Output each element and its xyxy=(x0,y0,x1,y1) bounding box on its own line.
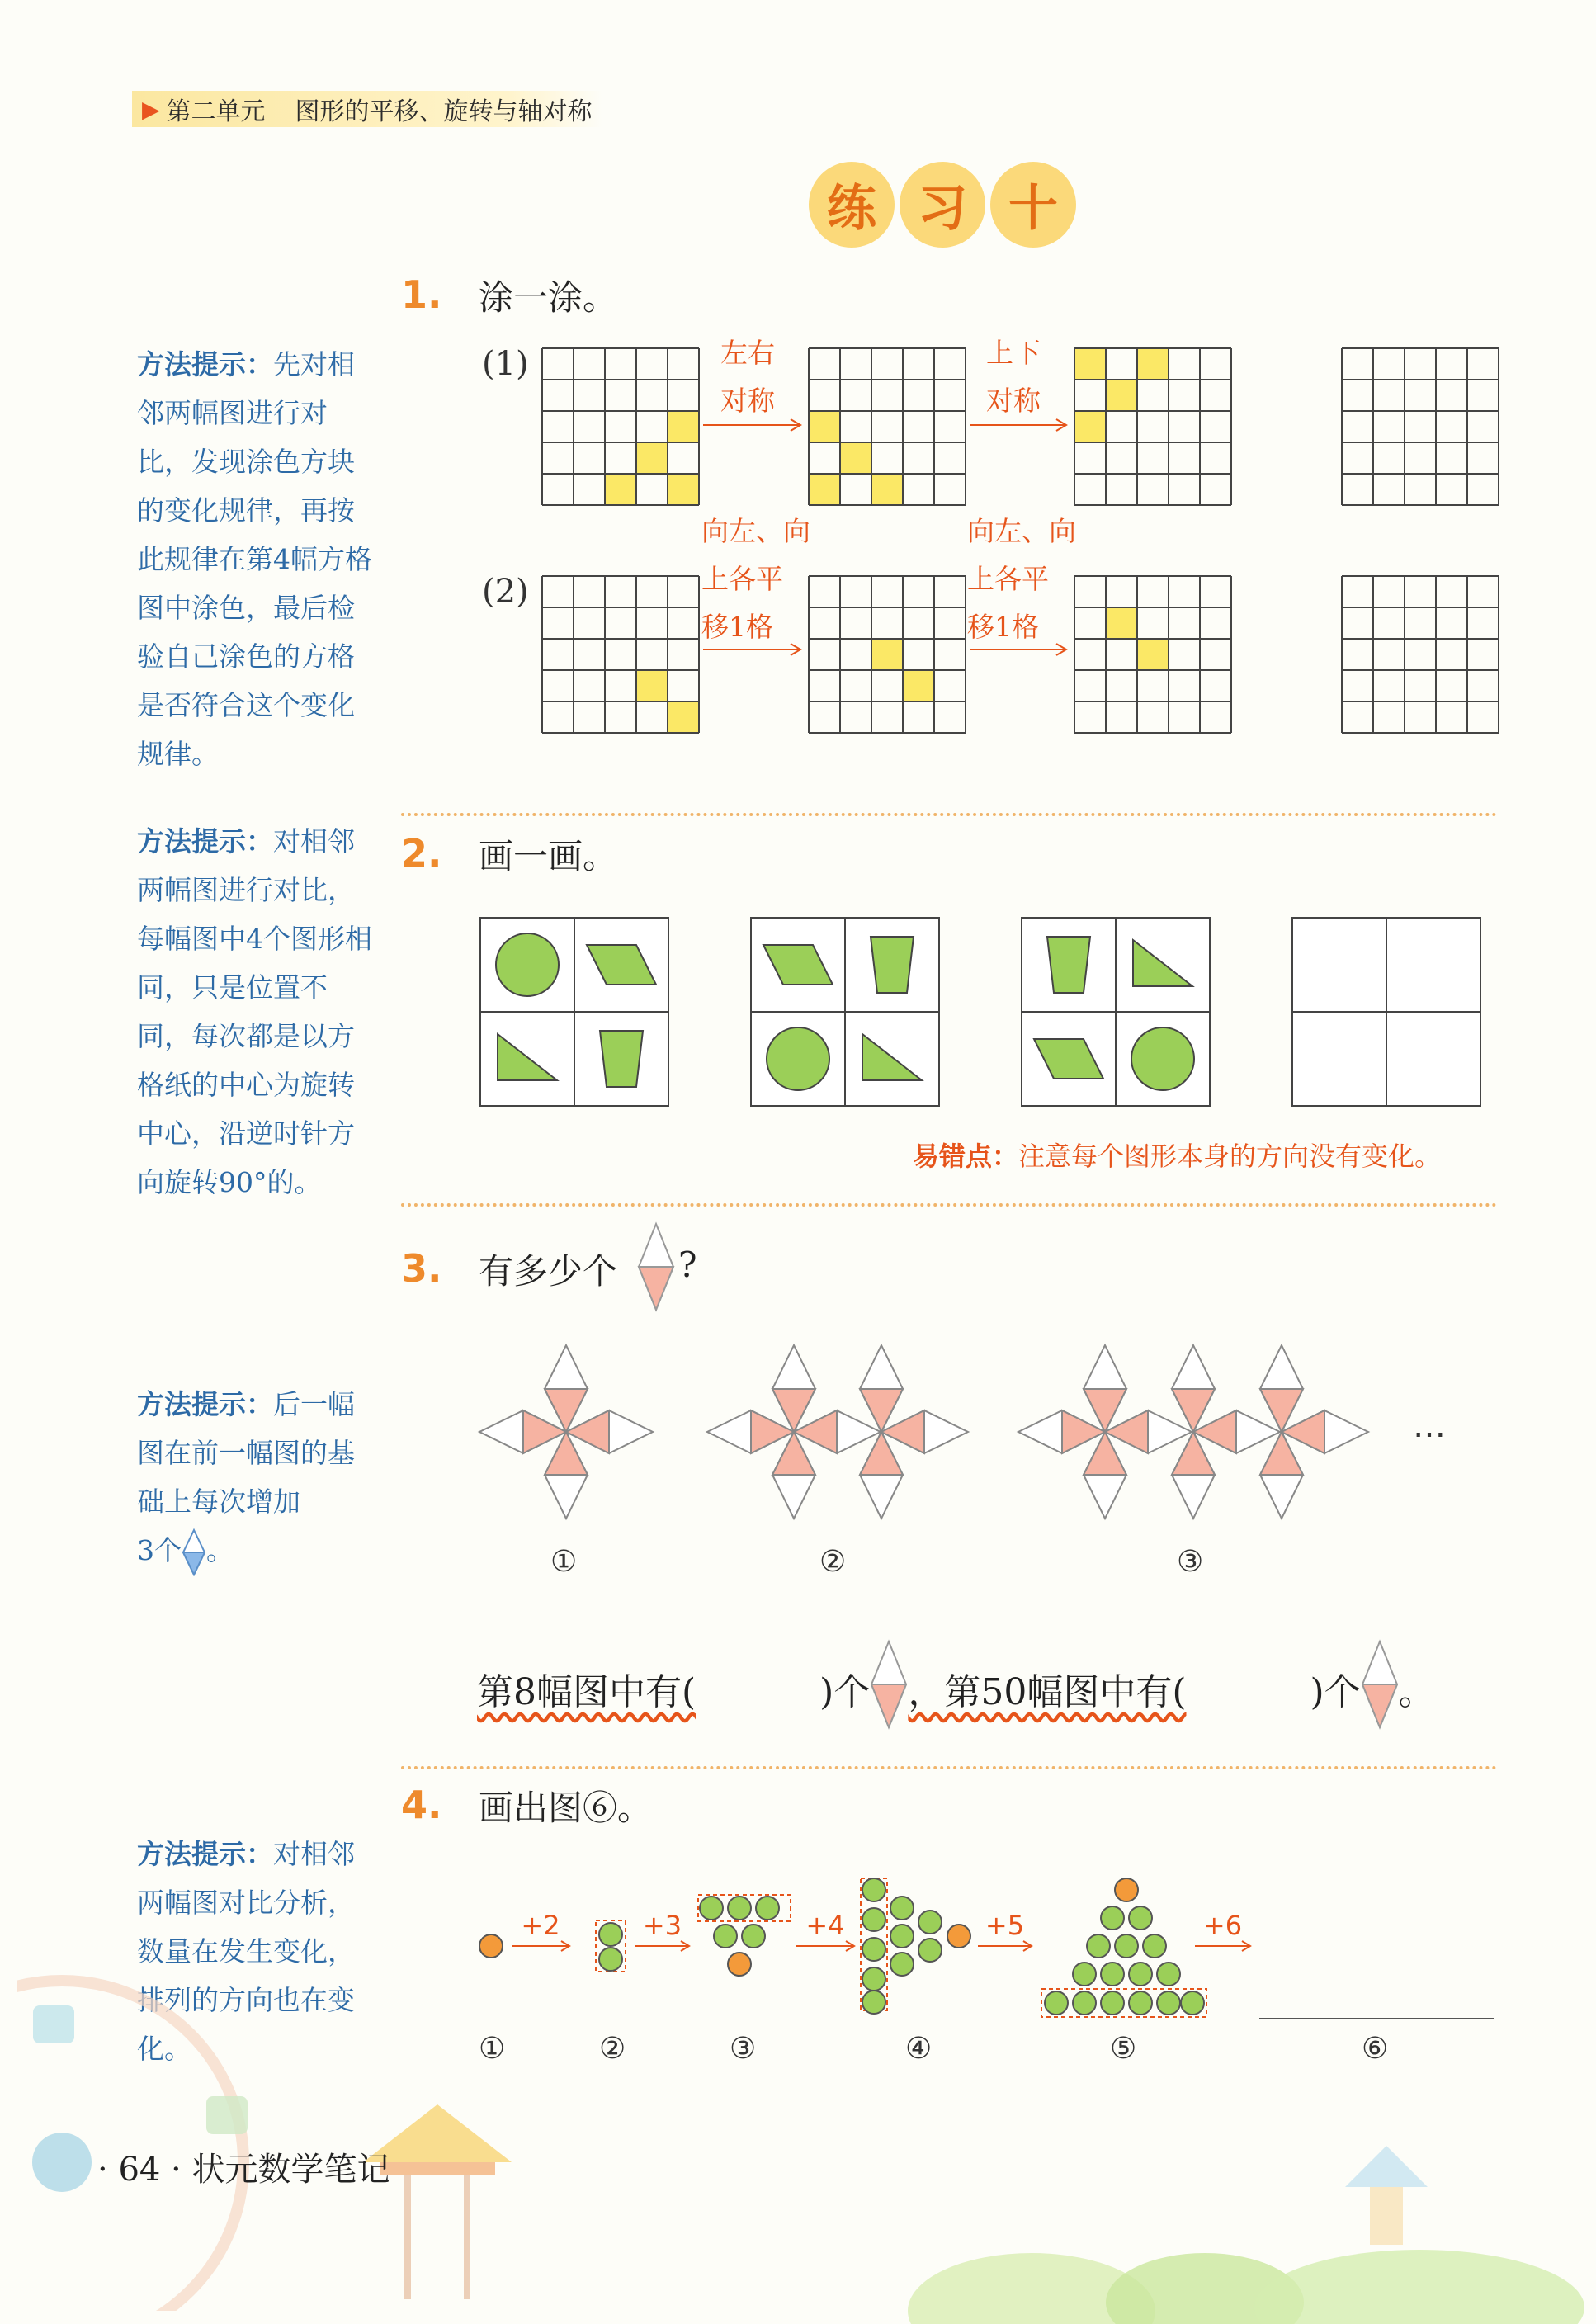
filled-cell xyxy=(636,670,668,701)
circle-shape xyxy=(496,933,559,996)
q2-number: 2. xyxy=(401,831,442,876)
footer-dot-1: · xyxy=(97,2151,119,2189)
dot xyxy=(599,1923,622,1946)
dot xyxy=(599,1948,622,1971)
dot xyxy=(862,1938,885,1961)
figure-2-star-a xyxy=(707,1345,881,1519)
page-footer xyxy=(97,2143,390,2190)
q4-label-1: ① xyxy=(479,2032,506,2066)
arrow4-label-1: 向左、向 xyxy=(967,515,1076,547)
dot xyxy=(714,1925,737,1948)
divider-3 xyxy=(401,1766,1497,1769)
filled-cell xyxy=(636,442,668,474)
dot xyxy=(728,1953,751,1976)
q3-label-3: ③ xyxy=(1177,1545,1204,1579)
q3-kite-figures xyxy=(0,1329,1596,1543)
figure-3-star-a xyxy=(1018,1345,1192,1519)
trapezoid-shape xyxy=(871,937,914,993)
tip-2-text: 对相邻两幅图进行对比，每幅图中4个图形相同，只是位置不同，每次都是以方格纸的中心为旋转中心，沿逆时针方向旋转90°的。 xyxy=(137,825,372,1198)
q3-text-after: ? xyxy=(678,1245,697,1285)
filled-cell xyxy=(1137,639,1169,670)
circle-shape xyxy=(767,1027,829,1090)
dot xyxy=(1101,1991,1124,2015)
filled-cell xyxy=(1106,607,1137,639)
tip-4-label: 方法提示： xyxy=(137,1838,273,1870)
arrow2-label-1: 上下 xyxy=(986,337,1041,369)
q3-fill-line xyxy=(477,1647,1435,1730)
warning-text: 注意每个图形本身的方向没有变化。 xyxy=(1018,1141,1442,1172)
grid-1-1 xyxy=(542,348,699,505)
arrow1-label-2: 对称 xyxy=(720,385,775,417)
step-arrow-1-label: +2 xyxy=(521,1910,560,1941)
dot xyxy=(1157,1991,1180,2015)
tip-3-tail: 3个 xyxy=(137,1534,182,1566)
landscape-illustration xyxy=(908,2113,1596,2324)
dot xyxy=(918,1939,942,1962)
dot xyxy=(862,1908,885,1931)
tip-1-text: 先对相邻两幅图进行对比，发现涂色方块的变化规律，再按此规律在第4幅方格图中涂色，最后检验自己涂色的方格是否符合这个变化规律。 xyxy=(137,348,372,770)
filled-cell xyxy=(668,411,699,442)
dot xyxy=(890,1897,914,1920)
q3-number: 3. xyxy=(401,1246,442,1291)
page-number: 64 xyxy=(118,2151,161,2189)
q4-number: 4. xyxy=(401,1783,442,1827)
step-arrow-3-label: +4 xyxy=(805,1910,845,1941)
filled-cell xyxy=(1106,380,1137,411)
filled-cell xyxy=(903,670,934,701)
arrow4-label-2: 上各平 xyxy=(967,563,1049,595)
dot xyxy=(1073,1963,1096,1986)
panel-4 xyxy=(1292,918,1480,1106)
grid-2-3 xyxy=(1074,576,1231,733)
filled-cell xyxy=(840,442,871,474)
trapezoid-shape xyxy=(1047,937,1090,993)
dot xyxy=(1073,1991,1096,2015)
book-name: 状元数学笔记 xyxy=(191,2151,390,2189)
dot xyxy=(862,1878,885,1901)
answer-line[interactable] xyxy=(1259,2018,1494,2019)
title-char-3: 十 xyxy=(990,162,1076,248)
panel-1 xyxy=(480,918,668,1106)
q3-fill-c: ，第50幅图中有( xyxy=(908,1671,1187,1713)
filled-cell xyxy=(668,474,699,505)
dot xyxy=(742,1925,765,1948)
dot xyxy=(1101,1963,1124,1986)
divider-1 xyxy=(401,813,1497,816)
q3-fill-b: )个 xyxy=(819,1671,871,1713)
grid-2-2 xyxy=(809,576,966,733)
q4-label-6: ⑥ xyxy=(1362,2032,1389,2066)
carousel-illustration xyxy=(355,2096,520,2319)
trapezoid-shape xyxy=(600,1031,643,1087)
dot xyxy=(1129,1991,1152,2015)
tip-3-end: 。 xyxy=(206,1534,234,1566)
filled-cell xyxy=(668,701,699,733)
arrow2-label-2: 对称 xyxy=(986,385,1041,417)
grid-2-4 xyxy=(1342,576,1499,733)
tip-4-text: 对相邻两幅图对比分析，数量在发生变化，排列的方向也在变化。 xyxy=(137,1838,355,2065)
q3-fill-d: )个 xyxy=(1310,1671,1361,1713)
circle-shape xyxy=(1131,1027,1194,1090)
triangle-icon: ▶ xyxy=(142,95,160,123)
filled-cell xyxy=(871,639,903,670)
filled-cell xyxy=(605,474,636,505)
step-arrow-4-label: +5 xyxy=(985,1910,1025,1941)
grid-1-2 xyxy=(809,348,966,505)
q4-label-3: ③ xyxy=(730,2032,757,2066)
q3-fill-e: 。 xyxy=(1398,1671,1435,1713)
q4-text: 画出图⑥。 xyxy=(479,1788,653,1828)
tip-3-label: 方法提示： xyxy=(137,1388,273,1420)
q3-label-1: ① xyxy=(550,1545,578,1579)
q2-shape-panels xyxy=(0,908,1596,1122)
dot xyxy=(1157,1963,1180,1986)
dot xyxy=(756,1897,779,1920)
divider-2 xyxy=(401,1203,1497,1207)
figure-1-star xyxy=(479,1345,653,1519)
filled-cell xyxy=(1074,411,1106,442)
dot xyxy=(479,1934,503,1958)
q1-grids xyxy=(0,0,1596,759)
filled-cell xyxy=(871,474,903,505)
dot xyxy=(1143,1934,1166,1958)
tip-1-label: 方法提示： xyxy=(137,348,273,380)
step-arrow-2-label: +3 xyxy=(642,1910,682,1941)
q3-text-before: 有多少个 xyxy=(479,1251,618,1292)
kite-icon xyxy=(870,1639,908,1730)
arrow3-label-2: 上各平 xyxy=(701,563,783,595)
q1-number: 1. xyxy=(401,272,442,317)
dot xyxy=(1115,1934,1138,1958)
q4-label-2: ② xyxy=(599,2032,626,2066)
q1-row1-label: (1) xyxy=(482,345,529,383)
ferris-wheel-illustration xyxy=(17,1898,314,2311)
dot xyxy=(890,1925,914,1948)
dot xyxy=(862,1991,885,2014)
panel-2 xyxy=(751,918,939,1106)
step-arrow-5-label: +6 xyxy=(1202,1910,1243,1941)
q3-fill-a: 第8幅图中有( xyxy=(477,1671,696,1713)
grid-1-3 xyxy=(1074,348,1231,505)
dot xyxy=(1115,1878,1138,1901)
grid-2-1 xyxy=(542,576,699,733)
arrow4-label-3: 移1格 xyxy=(967,611,1039,643)
q3-ellipsis: … xyxy=(1413,1407,1446,1445)
tip-2-label: 方法提示： xyxy=(137,825,273,857)
dot xyxy=(700,1897,723,1920)
footer-dot-2: · xyxy=(160,2151,192,2189)
q2-text: 画一画。 xyxy=(479,836,618,876)
filled-cell xyxy=(809,474,840,505)
dot xyxy=(1087,1934,1110,1958)
dot xyxy=(862,1967,885,1991)
filled-cell xyxy=(1137,348,1169,380)
warning-label: 易错点： xyxy=(913,1141,1019,1172)
kite-icon xyxy=(637,1221,675,1312)
filled-cell xyxy=(1074,348,1106,380)
title-char-1: 练 xyxy=(809,162,895,248)
q4-label-4: ④ xyxy=(905,2032,933,2066)
kite-icon xyxy=(1361,1639,1399,1730)
q1-row2-label: (2) xyxy=(482,573,529,611)
warning-note xyxy=(913,1136,1441,1174)
tip-3-text: 后一幅图在前一幅图的基础上每次增加 xyxy=(137,1388,355,1518)
panel-3 xyxy=(1022,918,1210,1106)
dot xyxy=(1101,1906,1124,1930)
q4-label-5: ⑤ xyxy=(1110,2032,1137,2066)
dot xyxy=(728,1897,751,1920)
unit-label: 第二单元 xyxy=(166,97,266,126)
arrow3-label-1: 向左、向 xyxy=(701,515,810,547)
filled-cell xyxy=(809,411,840,442)
arrow3-label-3: 移1格 xyxy=(701,611,773,643)
title-char-2: 习 xyxy=(900,162,985,248)
q1-text: 涂一涂。 xyxy=(479,277,618,318)
dot xyxy=(1045,1991,1068,2015)
arrow1-label-1: 左右 xyxy=(720,337,775,369)
grid-1-4 xyxy=(1342,348,1499,505)
dot xyxy=(918,1911,942,1934)
dot xyxy=(1129,1963,1152,1986)
q3-label-2: ② xyxy=(819,1545,847,1579)
dot xyxy=(1181,1991,1204,2015)
dot xyxy=(890,1953,914,1976)
unit-topic: 图形的平移、旋转与轴对称 xyxy=(295,97,593,126)
dot xyxy=(1129,1906,1152,1930)
dot xyxy=(947,1925,970,1948)
